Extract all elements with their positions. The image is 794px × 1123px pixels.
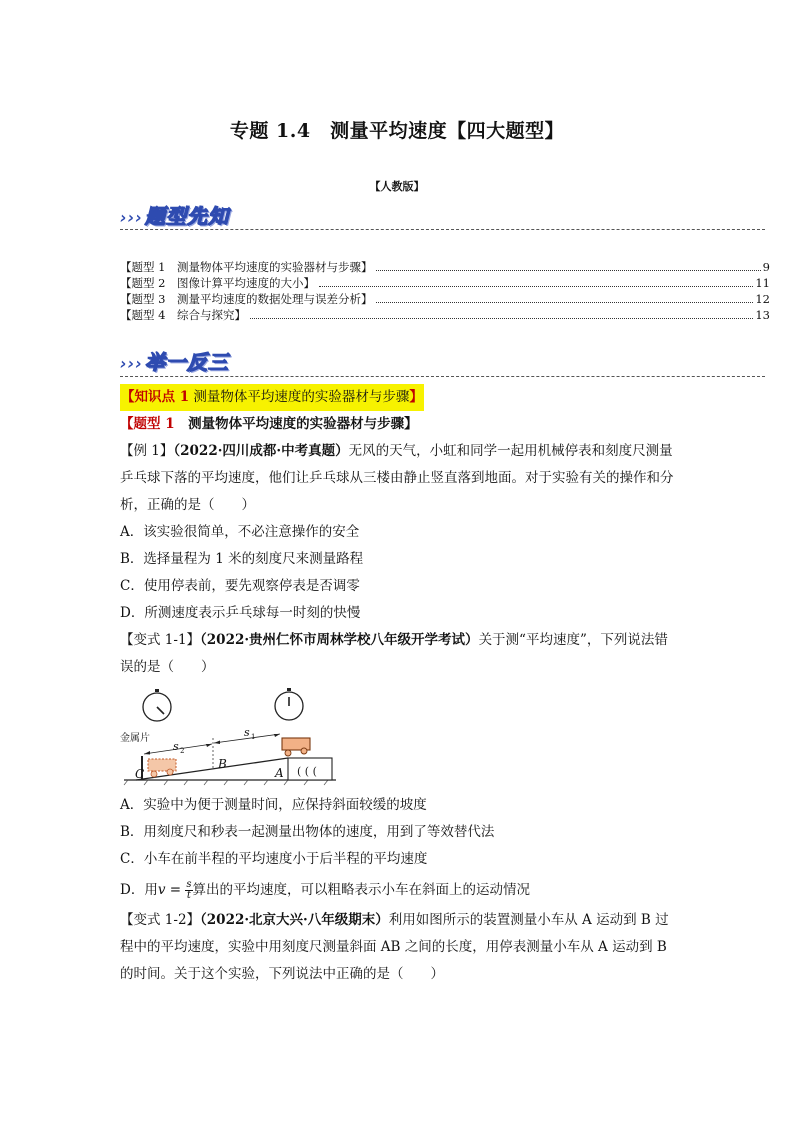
figure-label-s2: s xyxy=(173,740,179,753)
example-source: （2022·四川成都·中考真题） xyxy=(173,443,349,459)
knowledge-point-tag: 知识点 1 xyxy=(134,389,190,405)
svg-text:( ( (: ( ( ( xyxy=(297,765,317,778)
example-prefix: 【例 1】 xyxy=(120,443,174,459)
stopwatch-icon xyxy=(143,689,171,721)
divider xyxy=(120,376,765,377)
table-of-contents xyxy=(120,259,770,323)
section-banner-preview xyxy=(120,200,229,229)
type-heading xyxy=(120,411,680,438)
option-c: C．使用停表前，要先观察停表是否调零 xyxy=(120,578,360,594)
type-text: 测量物体平均速度的实验器材与步骤】 xyxy=(174,416,418,432)
figure-label-a: A xyxy=(275,766,284,780)
stopwatch-icon xyxy=(275,688,303,720)
option-b: B．用刻度尺和秒表一起测量出物体的速度，用到了等效替代法 xyxy=(120,824,495,840)
divider xyxy=(120,229,765,230)
variant-stem: 利用如图所示的装置测量小车从 A 运动到 B 过程中的平均速度，实验中用刻度尺测量斜面 AB 之间的长度，用停表测量小车从 A 运动到 B 的时间。关于这个实验，下列说法中正确的是（ ） xyxy=(120,912,669,982)
section-banner-practice xyxy=(120,346,229,375)
option-a: A．该实验很简单，不必注意操作的安全 xyxy=(120,524,360,540)
question-block-2 xyxy=(120,792,680,988)
example-1 xyxy=(120,438,680,519)
variant-1-1 xyxy=(120,627,680,681)
option-c: C．小车在前半程的平均速度小于后半程的平均速度 xyxy=(120,851,428,867)
option-d: D．所测速度表示乒乓球每一时刻的快慢 xyxy=(120,605,361,621)
page-title: 专题 1.4 测量平均速度【四大题型】 xyxy=(229,120,565,142)
banner-text: 举一反三 xyxy=(144,350,229,374)
incline-experiment-figure xyxy=(118,688,340,788)
figure-label-s2-sub: 2 xyxy=(180,747,185,755)
figure-label-s1: s xyxy=(244,726,250,739)
cart-icon xyxy=(282,738,310,756)
option-b: B．选择量程为 1 米的刻度尺来测量路程 xyxy=(120,551,364,567)
option-a: A．实验中为便于测量时间，应保持斜面较缓的坡度 xyxy=(120,797,427,813)
variant-stem: 关于测“平均速度”，下列说法错误的是（ ） xyxy=(120,632,668,675)
option-d: D．用v = $\frac{s}{t}$ 算出的平均速度，可以粗略表示小车在斜面上的运动情况 xyxy=(120,879,531,901)
toc-entry[interactable]: 【题型 2 图像计算平均速度的大小】 11 xyxy=(120,276,770,290)
knowledge-point-text: 测量物体平均速度的实验器材与步骤 xyxy=(189,389,410,405)
figure-label-metal: 金属片 xyxy=(120,733,150,744)
figure-label-c: C xyxy=(135,767,145,781)
variant-source: （2022·贵州仁怀市周林学校八年级开学考试） xyxy=(200,632,479,648)
knowledge-point-heading: 【知识点 1 测量物体平均速度的实验器材与步骤】 xyxy=(120,384,680,411)
variant-1-2 xyxy=(120,907,680,988)
variant-prefix: 【变式 1-2】 xyxy=(120,912,201,928)
banner-arrows-icon: ››› xyxy=(120,354,143,373)
example-stem: 无风的天气，小虹和同学一起用机械停表和刻度尺测量乒乓球下落的平均速度，他们让乒乓球从三楼由静止竖直落到地面。对于实验有关的操作和分析，正确的是（ ） xyxy=(120,443,674,513)
toc-entry[interactable]: 【题型 1 测量物体平均速度的实验器材与步骤】 9 xyxy=(120,260,770,274)
toc-entry[interactable]: 【题型 4 综合与探究】 13 xyxy=(120,308,770,322)
variant-source: （2022·北京大兴·八年级期末） xyxy=(200,912,389,928)
banner-text: 题型先知 xyxy=(144,204,229,228)
figure-label-b: B xyxy=(218,757,227,771)
edition-label: 【人教版】 xyxy=(369,180,425,193)
type-tag: 【题型 1 xyxy=(120,416,175,432)
banner-arrows-icon: ››› xyxy=(120,208,143,227)
cart-start-icon xyxy=(148,759,176,777)
variant-prefix: 【变式 1-1】 xyxy=(120,632,201,648)
toc-entry[interactable]: 【题型 3 测量平均速度的数据处理与误差分析】 12 xyxy=(120,292,770,306)
formula-fraction: $\frac{s}{t}$ xyxy=(186,879,192,901)
figure-label-s1-sub: 1 xyxy=(251,733,256,741)
question-block-1 xyxy=(120,384,680,681)
